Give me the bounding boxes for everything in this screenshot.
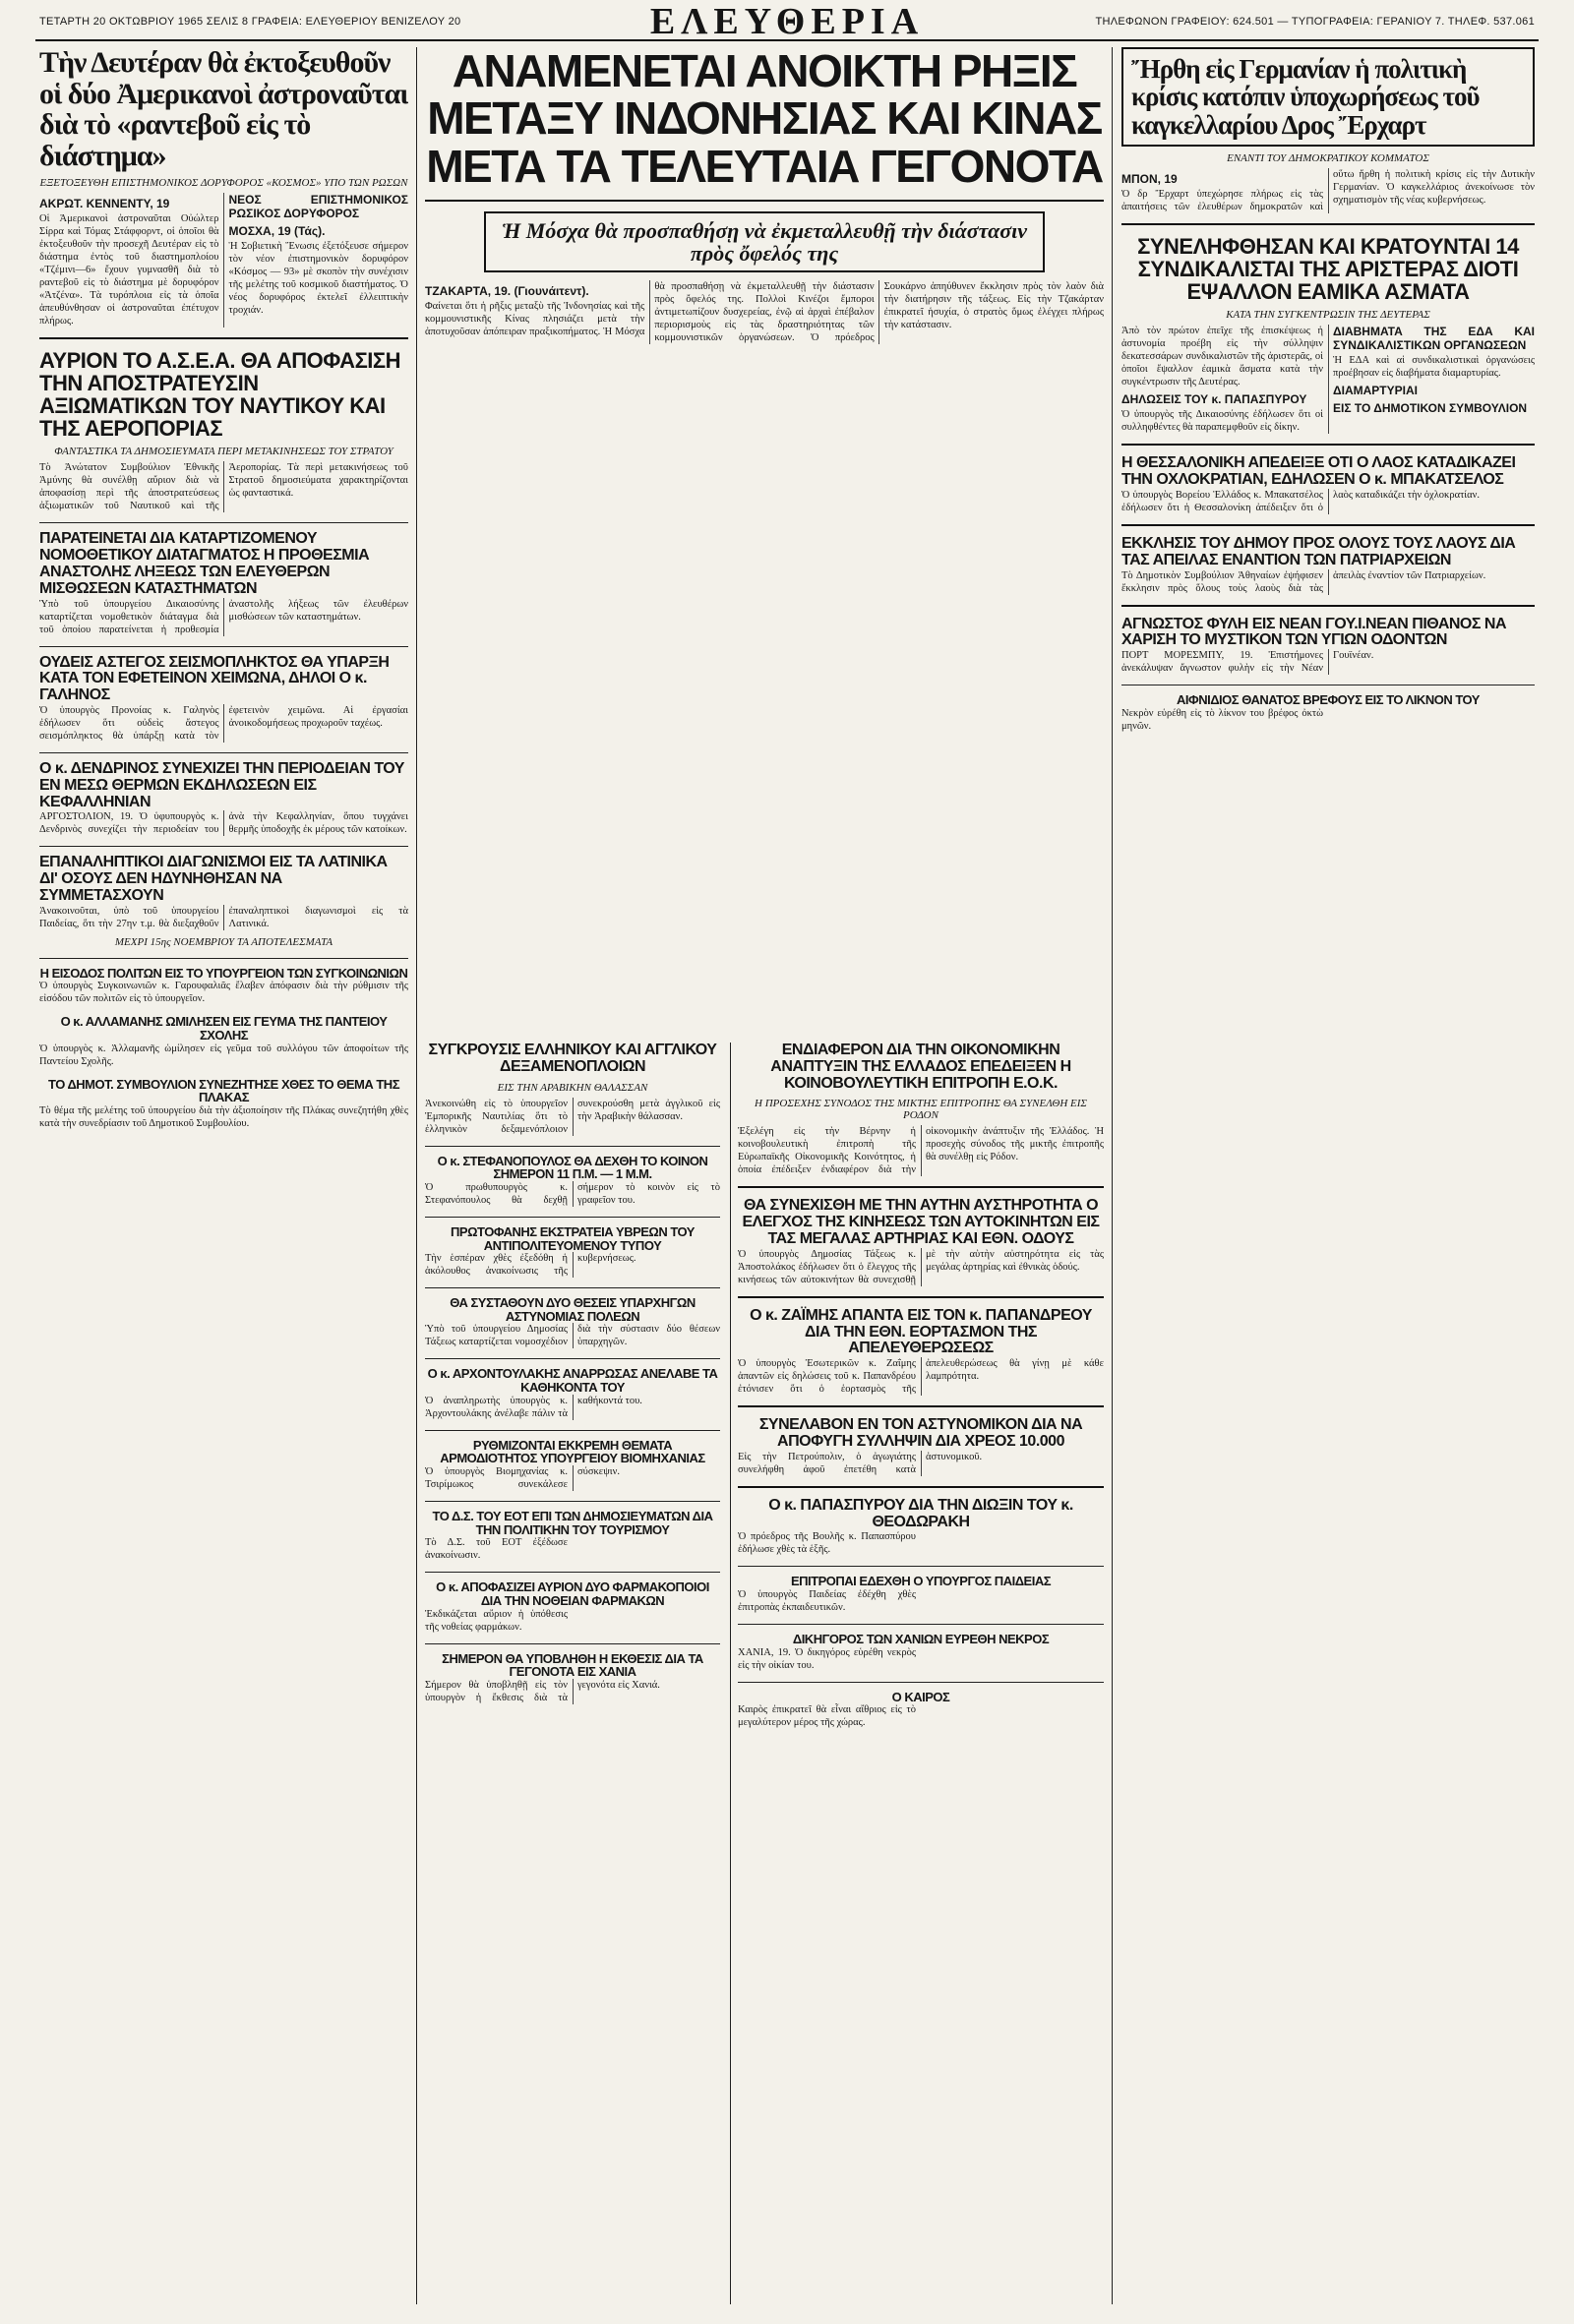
divider: [39, 846, 408, 847]
article-tankers: [425, 1043, 720, 1136]
article-germany: [1121, 47, 1535, 213]
subhead: ΕΙΣ ΤΟ ΔΗΜΟΤΙΚΟΝ ΣΥΜΒΟΥΛΙΟΝ: [1333, 401, 1528, 416]
subheadline: ΚΑΤΑ ΤΗΝ ΣΥΓΚΕΝΤΡΩΣΙΝ ΤΗΣ ΔΕΥΤΕΡΑΣ: [1226, 309, 1430, 322]
subheadline: ΜΕΧΡΙ 15ης ΝΟΕΜΒΡΙΟΥ ΤΑ ΑΠΟΤΕΛΕΣΜΑΤΑ: [114, 935, 333, 948]
body-text: Ἡ ΕΔΑ καὶ αἱ συνδικαλιστικαὶ ὀργανώσεις προέβησαν εἰς διαβήματα διαμαρτυρίας.: [1333, 355, 1535, 380]
body-text: Ὁ πρωθυπουργὸς κ. Στεφανόπουλος θὰ δεχθῇ σήμερον τὸ κοινὸν εἰς τὸ γραφεῖον του.: [425, 1181, 720, 1206]
body-text: Ἐξελέγη εἰς τὴν Βέρνην ἡ κοινοβουλευτικὴ ἐπιτροπὴ τῆς Εὐρωπαϊκῆς Οἰκονομικῆς Κοινότητος, ἡ ὁποία ἐπέδειξεν ἐνδιαφέρον διὰ τὴν οἰκονομικὴν ἀνάπτυξιν τῆς Ἑλλάδος. Ἡ προσεχὴς σύνοδος τῆς μικτῆς ἐπιτροπῆς θὰ συνέλθῃ εἰς Ρόδον.: [738, 1126, 1104, 1176]
body-text: Σήμερον θὰ ὑποβληθῇ εἰς τὸν ὑπουργὸν ἡ ἔκθεσις διὰ τὰ γεγονότα εἰς Χανιά.: [425, 1679, 660, 1703]
subheadline: ΕΝΑΝΤΙ ΤΟΥ ΔΗΜΟΚΡΑΤΙΚΟΥ ΚΟΜΜΑΤΟΣ: [1227, 152, 1429, 165]
divider: [39, 522, 408, 523]
headline-tankers: ΣΥΓΚΡΟΥΣΙΣ ΕΛΛΗΝΙΚΟΥ ΚΑΙ ΑΓΓΛΙΚΟΥ ΔΕΞΑΜΕΝΟΠΛΟΙΩΝ: [428, 1043, 717, 1075]
headline-allamanis: Ο κ. ΑΛΛΑΜΑΝΗΣ ΩΜΙΛΗΣΕΝ ΕΙΣ ΓΕΥΜΑ ΤΗΣ ΠΑΝΤΕΙΟΥ ΣΧΟΛΗΣ: [60, 1014, 388, 1043]
divider: [425, 1501, 720, 1502]
headline-eec: ΕΝΔΙΑΦΕΡΟΝ ΔΙΑ ΤΗΝ ΟΙΚΟΝΟΜΙΚΗΝ ΑΝΑΠΤΥΞΙΝ ΤΗΣ ΕΛΛΑΔΟΣ ΕΠΕΔΕΙΞΕΝ Η ΚΟΙΝΟΒΟΥΛΕΥΤΙΚΗ ΕΠΙΤΡΟΠΗ Ε.Ο.Κ.: [770, 1043, 1071, 1092]
headline-leases: ΠΑΡΑΤΕΙΝΕΤΑΙ ΔΙΑ ΚΑΤΑΡΤΙΖΟΜΕΝΟΥ ΝΟΜΟΘΕΤΙΚΟΥ ΔΙΑΤΑΓΜΑΤΟΣ Η ΠΡΟΘΕΣΜΙΑ ΑΝΑΣΤΟΛΗΣ ΛΗΞΕΩΣ ΤΩΝ ΕΛΕΥΘΕΡΩΝ ΜΙΣΘΩΣΕΩΝ ΚΑΤΑΣΤΗΜΑΤΩΝ: [39, 530, 370, 597]
subhead: ΔΙΑΒΗΜΑΤΑ ΤΗΣ ΕΔΑ ΚΑΙ ΣΥΝΔΙΚΑΛΙΣΤΙΚΩΝ ΟΡΓΑΝΩΣΕΩΝ: [1333, 325, 1535, 353]
body-text: Φαίνεται ὅτι ἡ ρῆξις μεταξὺ τῆς Ἰνδονησίας καὶ τῆς κομμουνιστικῆς Κίνας πλησιάζει μετὰ τὴν ἀποτυχοῦσαν ἀπόπειραν πραξικοπήματος. Ἡ Μόσχα θὰ προσπαθήσῃ νὰ ἐκμεταλλευθῇ τὴν διάστασιν πρὸς ὄφελός της. Πολλοὶ Κινέζοι ἔμποροι ἀντιμετωπίζουν δυσχερείας, ἐνῷ αἱ ἀρχαὶ ἐπέβαλον περιορισμοὺς εἰς τὰς δραστηριότητας τῶν κομμουνιστικῶν ὀργανώσεων. Ὁ πρόεδρος Σουκάρνο ἀπηύθυνεν ἔκκλησιν πρὸς τὸν λαὸν διὰ τὴν διατήρησιν τῆς τάξεως. Εἰς τὴν Τζακάρταν ἐπικρατεῖ ἡσυχία, ὁ στρατὸς ὅμως ἐλέγχει πλήρως τὴν κατάστασιν.: [425, 281, 1104, 344]
main-headline: ΑΝΑΜΕΝΕΤΑΙ ΑΝΟΙΚΤΗ ΡΗΞΙΣ ΜΕΤΑΞΥ ΙΝΔΟΝΗΣΙΑΣ ΚΑΙ ΚΙΝΑΣ ΜΕΤΑ ΤΑ ΤΕΛΕΥΤΑΙΑ ΓΕΓΟΝΟΤΑ: [426, 47, 1103, 192]
body-text: Τὸ Δημοτικὸν Συμβούλιον Ἀθηναίων ἐψήφισεν ἔκκλησιν πρὸς ὅλους τοὺς λαοὺς διὰ τὰς ἀπειλὰς ἐναντίον τῶν Πατριαρχείων.: [1121, 569, 1486, 594]
divider: [425, 1287, 720, 1288]
article-theodorakis: [738, 1498, 1104, 1557]
headline-theodorakis: Ο κ. ΠΑΠΑΣΠΥΡΟΥ ΔΙΑ ΤΗΝ ΔΙΩΞΙΝ ΤΟΥ κ. ΘΕΟΔΩΡΑΚΗ: [768, 1496, 1073, 1530]
headline-patriarchates: ΕΚΚΛΗΣΙΣ ΤΟΥ ΔΗΜΟΥ ΠΡΟΣ ΟΛΟΥΣ ΤΟΥΣ ΛΑΟΥΣ ΔΙΑ ΤΑΣ ΑΠΕΙΛΑΣ ΕΝΑΝΤΙΟΝ ΤΩΝ ΠΑΤΡΙΑΡΧΕΙΩΝ: [1121, 534, 1516, 568]
body-text: Ὁ ὑπουργὸς Συγκοινωνιῶν κ. Γαρουφαλιᾶς ἔλαβεν ἀπόφασιν διὰ τὴν ρύθμισιν τῆς εἰσόδου τῶν πολιτῶν εἰς τὸ ὑπουργεῖον.: [39, 981, 408, 1005]
divider: [1121, 605, 1535, 607]
article-asea: [39, 349, 408, 512]
article-traffic: [738, 1198, 1104, 1285]
body-text: Ὁ ὑπουργὸς τῆς Δικαιοσύνης ἐδήλωσεν ὅτι οἱ συλληφθέντες θὰ παραπεμφθοῦν εἰς δίκην.: [1121, 409, 1323, 434]
column-right: [1121, 47, 1535, 2304]
headline-asea: ΑΥΡΙΟΝ ΤΟ Α.Σ.Ε.Α. ΘΑ ΑΠΟΦΑΣΙΣΗ ΤΗΝ ΑΠΟΣΤΡΑΤΕΥΣΙΝ ΑΞΙΩΜΑΤΙΚΩΝ ΤΟΥ ΝΑΥΤΙΚΟΥ ΚΑΙ ΤΗΣ ΑΕΡΟΠΟΡΙΑΣ: [39, 348, 400, 442]
main-subheadline: Ἡ Μόσχα θὰ προσπαθήσῃ νὰ ἐκμεταλλευθῇ τὴν διάστασιν πρὸς ὄφελός της: [484, 211, 1045, 272]
article-debt-arrest: [738, 1417, 1104, 1476]
body-text: Καιρὸς ἐπικρατεῖ θὰ εἶναι αἴθριος εἰς τὸ μεγαλύτερον μέρος τῆς χώρας.: [738, 1704, 916, 1729]
article-press-campaign: [425, 1225, 720, 1278]
body-text: Τὸ Ἀνώτατον Συμβούλιον Ἐθνικῆς Ἀμύνης θὰ συνέλθῃ αὔριον διὰ νὰ ἀποφασίσῃ περὶ τῆς ἀποστρατεύσεως ἀξιωματικῶν τοῦ Ναυτικοῦ καὶ τῆς Ἀεροπορίας. Τὰ περὶ μετακινήσεως τοῦ Στρατοῦ δημοσιεύματα χαρακτηρίζονται ὡς φανταστικά.: [39, 462, 408, 512]
article-new-guinea: [1121, 617, 1535, 676]
article-astronauts: [39, 47, 408, 328]
body-text: Τὸ θέμα τῆς μελέτης τοῦ ὑπουργείου διὰ τὴν ἀξιοποίησιν τῆς Πλάκας συνεζητήθη χθὲς κατὰ τὴν συνεδρίασιν τοῦ Δημοτικοῦ Συμβουλίου.: [39, 1104, 408, 1129]
body-text: Ὁ ὑπουργὸς κ. Ἀλλαμανῆς ὡμίλησεν εἰς γεῦμα τοῦ συλλόγου τῶν ἀποφοίτων τῆς Παντείου Σχολῆς.: [39, 1043, 408, 1067]
headline-debt-arrest: ΣΥΝΕΛΑΒΟΝ ΕΝ ΤΟΝ ΑΣΤΥΝΟΜΙΚΟΝ ΔΙΑ ΝΑ ΑΠΟΦΥΓΗ ΣΥΛΛΗΨΙΝ ΔΙΑ ΧΡΕΟΣ 10.000: [758, 1416, 1083, 1450]
headline-archontoulakis: Ο κ. ΑΡΧΟΝΤΟΥΛΑΚΗΣ ΑΝΑΡΡΩΣΑΣ ΑΝΕΛΑΒΕ ΤΑ ΚΑΘΗΚΟΝΤΑ ΤΟΥ: [427, 1366, 718, 1396]
article-pharmacists: [425, 1580, 720, 1633]
headline-thessaloniki: Η ΘΕΣΣΑΛΟΝΙΚΗ ΑΠΕΔΕΙΞΕ ΟΤΙ Ο ΛΑΟΣ ΚΑΤΑΔΙΚΑΖΕΙ ΤΗΝ ΟΧΛΟΚΡΑΤΙΑΝ, ΕΔΗΛΩΣΕΝ Ο κ. ΜΠΑΚΑΤΣΕΛΟΣ: [1121, 454, 1516, 489]
column-rule: [1112, 47, 1113, 2304]
headline-traffic: ΘΑ ΣΥΝΕΧΙΣΘΗ ΜΕ ΤΗΝ ΑΥΤΗΝ ΑΥΣΤΗΡΟΤΗΤΑ Ο ΕΛΕΓΧΟΣ ΤΗΣ ΚΙΝΗΣΕΩΣ ΤΩΝ ΑΥΤΟΚΙΝΗΤΩΝ ΕΙΣ ΤΑΣ ΜΕΓΑΛΑΣ ΑΡΤΗΡΙΑΣ ΚΑΙ ΕΘΝ. ΟΔΟΥΣ: [742, 1197, 1100, 1247]
column-center-left: [425, 1043, 720, 2304]
divider: [738, 1566, 1104, 1567]
article-earthquake: [39, 655, 408, 743]
divider: [738, 1486, 1104, 1488]
body-text: Ὑπὸ τοῦ ὑπουργείου Δημοσίας Τάξεως καταρτίζεται νομοσχέδιον διὰ τὴν σύστασιν δύο θέσεων ὑπαρχηγῶν.: [425, 1324, 720, 1348]
headline-lawyer: ΔΙΚΗΓΟΡΟΣ ΤΩΝ ΧΑΝΙΩΝ ΕΥΡΕΘΗ ΝΕΚΡΟΣ: [792, 1632, 1050, 1646]
headline-chania-report: ΣΗΜΕΡΟΝ ΘΑ ΥΠΟΒΛΗΘΗ Η ΕΚΘΕΣΙΣ ΔΙΑ ΤΑ ΓΕΓΟΝΟΤΑ ΕΙΣ ΧΑΝΙΑ: [442, 1650, 703, 1680]
article-patriarchates: [1121, 536, 1535, 595]
article-thessaloniki: [1121, 455, 1535, 514]
article-infant: [1121, 693, 1535, 733]
dateline: ΑΚΡΩΤ. ΚΕΝΝΕΝΤΥ, 19: [39, 197, 170, 210]
column-center-right: [738, 1043, 1104, 2304]
divider: [39, 958, 408, 959]
body-text: Ἀνεκοινώθη εἰς τὸ ὑπουργεῖον Ἐμπορικῆς Ναυτιλίας ὅτι τὸ ἑλληνικὸν δεξαμενόπλοιον συνεκρούσθη μετὰ ἀγγλικοῦ εἰς τὴν Ἀραβικὴν θάλασσαν.: [425, 1098, 720, 1135]
article-allamanis: [39, 1015, 408, 1067]
subheadline: Η ΠΡΟΣΕΧΗΣ ΣΥΝΟΔΟΣ ΤΗΣ ΜΙΚΤΗΣ ΕΠΙΤΡΟΠΗΣ ΘΑ ΣΥΝΕΛΘΗ ΕΙΣ ΡΟΔΟΝ: [755, 1098, 1087, 1122]
divider: [1121, 223, 1535, 225]
body-text: Ὁ ἀναπληρωτὴς ὑπουργὸς κ. Ἀρχοντουλάκης ἀνέλαβε πάλιν τὰ καθήκοντά του.: [425, 1395, 642, 1419]
body-text: ΑΡΓΟΣΤΟΛΙΟΝ, 19. Ὁ ὑφυπουργὸς κ. Δενδρινὸς συνεχίζει τὴν περιοδείαν του ἀνὰ τὴν Κεφαλληνίαν, ὅπου τυγχάνει θερμῆς ὑποδοχῆς ἐκ μέρους τῶν κατοίκων.: [39, 811, 408, 836]
body-text: Ἀπὸ τὸν πρώτον ἐπεῖχε τῆς ἐπισκέψεως ἡ ἀστυνομία προέβη εἰς τὴν σύλληψιν δεκατεσσάρων συνδικαλιστῶν τῆς ἀριστερᾶς, οἱ ὁποῖοι ἔψαλλον ἐαμικὰ ἄσματα κατὰ τὴν συγκέντρωσιν τῆς Δευτέρας.: [1121, 326, 1323, 388]
divider: [425, 1572, 720, 1573]
headline-germany: Ἤρθη εἰς Γερμανίαν ἡ πολιτικὴ κρίσις κατόπιν ὑποχωρήσεως τοῦ καγκελλαρίου Δρος Ἔρχαρτ: [1121, 47, 1535, 147]
article-police-posts: [425, 1296, 720, 1348]
divider: [738, 1682, 1104, 1683]
column-rule: [730, 1043, 731, 2304]
article-ministry-entry: [39, 967, 408, 1006]
body-text: Οἱ Ἀμερικανοὶ ἀστροναῦται Οὐώλτερ Σίρρα καὶ Τόμας Στάφφορντ, οἱ ὁποῖοι θὰ ἐκτοξευθοῦν τὴν προσεχῆ Δευτέραν εἰς τὸ διάστημα ἐντὸς τοῦ διαστημοπλοίου «Τζέμινι—6» ἔχουν γυμνασθῆ διὰ τὸ ραντεβοῦ εἰς τὸ διάστημα μὲ δορυφόρον «Ἀτζένα». Τὰ τυρόπλοια εἰς τὰ ὁποῖα ἀπευθύνθησαν οἱ ἀστροναῦται ἐπέτυχον πλήρως.: [39, 213, 219, 327]
headline-astronauts: Τὴν Δευτέραν θὰ ἐκτοξευθοῦν οἱ δύο Ἀμερικανοὶ ἀστροναῦται διὰ τὸ «ραντεβοῦ εἰς τὸ διάστημα»: [39, 47, 408, 172]
article-germany-body: [1121, 168, 1535, 213]
masthead-rule: [35, 39, 1539, 41]
dateline: ΜΟΣΧΑ, 19 (Τάς).: [228, 224, 326, 238]
headline-zaimis: Ο κ. ΖΑΪΜΗΣ ΑΠΑΝΤΑ ΕΙΣ ΤΟΝ κ. ΠΑΠΑΝΔΡΕΟΥ ΔΙΑ ΤΗΝ ΕΘΝ. ΕΟΡΤΑΣΜΟΝ ΤΗΣ ΑΠΕΛΕΥΘΕΡΩΣΕΩΣ: [750, 1306, 1092, 1357]
subheadline: ΕΙΣ ΤΗΝ ΑΡΑΒΙΚΗΝ ΘΑΛΑΣΣΑΝ: [497, 1081, 648, 1094]
subhead: ΔΗΛΩΣΕΙΣ ΤΟΥ κ. ΠΑΠΑΣΠΥΡΟΥ: [1121, 392, 1307, 407]
body-text: Ὁ δρ Ἔρχαρτ ὑπεχώρησε πλήρως εἰς τὰς ἀπαιτήσεις τῶν ἐλευθέρων δημοκρατῶν καὶ οὕτω ἤρθη ἡ πολιτικὴ κρίσις εἰς τὴν Δυτικὴν Γερμανίαν. Ὁ καγκελλάριος ἀνεκοίνωσε τὸν σχηματισμὸν τῆς νέας κυβερνήσεως.: [1121, 169, 1535, 213]
divider: [738, 1624, 1104, 1625]
article-unionists: [1121, 235, 1535, 434]
masthead: [0, 0, 1574, 42]
article-latin-exams: [39, 855, 408, 947]
headline-police-posts: ΘΑ ΣΥΣΤΑΘΟΥΝ ΔΥΟ ΘΕΣΕΙΣ ΥΠΑΡΧΗΓΩΝ ΑΣΤΥΝΟΜΙΑΣ ΠΟΛΕΩΝ: [450, 1295, 696, 1324]
article-archontoulakis: [425, 1367, 720, 1419]
divider: [738, 1296, 1104, 1298]
body-text: ΠΟΡΤ ΜΟΡΕΣΜΠΥ, 19. Ἐπιστήμονες ἀνεκάλυψαν ἄγνωστον φυλὴν εἰς τὴν Νέαν Γουϊνέαν.: [1121, 650, 1374, 675]
body-text: Νεκρὸν εὑρέθη εἰς τὸ λίκνον του βρέφος ὀκτὼ μηνῶν.: [1121, 707, 1323, 732]
subheadline-kosmos: ΕΞΕΤΟΞΕΥΘΗ ΕΠΙΣΤΗΜΟΝΙΚΟΣ ΔΟΡΥΦΟΡΟΣ «ΚΟΣΜΟΣ» ΥΠΟ ΤΩΝ ΡΩΣΩΝ: [39, 177, 408, 189]
masthead-date-address: ΤΕΤΑΡΤΗ 20 ΟΚΤΩΒΡΙΟΥ 1965 ΣΕΛΙΣ 8 ΓΡΑΦΕΙΑ: ΕΛΕΥΘΕΡΙΟΥ ΒΕΝΙΖΕΛΟΥ 20: [39, 16, 461, 28]
body-text: Ὁ ὑπουργὸς Βορείου Ἑλλάδος κ. Μπακατσέλος ἐδήλωσεν ὅτι ἡ Θεσσαλονίκη ἀπέδειξεν ὅτι ὁ λαὸς καταδικάζει τὴν ὀχλοκρατίαν.: [1121, 489, 1481, 513]
body-text: Εἰς τὴν Πετρούπολιν, ὁ ἀγωγιάτης συνελήφθη ἀφοῦ ἐπετέθη κατὰ ἀστυνομικοῦ.: [738, 1451, 983, 1475]
article-eec: [738, 1043, 1104, 1176]
headline-infant: ΑΙΦΝΙΔΙΟΣ ΘΑΝΑΤΟΣ ΒΡΕΦΟΥΣ ΕΙΣ ΤΟ ΛΙΚΝΟΝ ΤΟΥ: [1177, 692, 1480, 708]
article-stefanopoulos: [425, 1155, 720, 1207]
article-leases: [39, 531, 408, 635]
article-plaka: [39, 1078, 408, 1130]
body-text: Ἐκδικάζεται αὔριον ἡ ὑπόθεσις τῆς νοθείας φαρμάκων.: [425, 1608, 568, 1633]
body-text: Ὁ πρόεδρος τῆς Βουλῆς κ. Παπασπύρου ἐδήλωσε χθὲς τὰ ἑξῆς.: [738, 1531, 916, 1556]
column-left: [39, 47, 408, 2304]
article-zaimis: [738, 1308, 1104, 1396]
divider: [425, 200, 1104, 202]
divider: [39, 646, 408, 647]
headline-stefanopoulos: Ο κ. ΣΤΕΦΑΝΟΠΟΥΛΟΣ ΘΑ ΔΕΧΘΗ ΤΟ ΚΟΙΝΟΝ ΣΗΜΕΡΟΝ 11 Π.Μ. — 1 Μ.Μ.: [437, 1153, 708, 1182]
masthead-title: ΕΛΕΥΘΕΡΙΑ: [649, 1, 925, 42]
divider: [1121, 524, 1535, 526]
body-text: Ὁ ὑπουργὸς Ἐσωτερικῶν κ. Ζαΐμης ἀπαντῶν εἰς δηλώσεις τοῦ κ. Παπανδρέου ἐτόνισεν ὅτι ὁ ἑορτασμὸς τῆς ἀπελευθερώσεως θὰ γίνῃ μὲ κάθε λαμπρότητα.: [738, 1358, 1104, 1396]
headline-eot: ΤΟ Δ.Σ. ΤΟΥ ΕΟΤ ΕΠΙ ΤΩΝ ΔΗΜΟΣΙΕΥΜΑΤΩΝ ΔΙΑ ΤΗΝ ΠΟΛΙΤΙΚΗΝ ΤΟΥ ΤΟΥΡΙΣΜΟΥ: [432, 1509, 713, 1537]
article-eot: [425, 1510, 720, 1562]
subhead: ΝΕΟΣ ΕΠΙΣΤΗΜΟΝΙΚΟΣ ΡΩΣΙΚΟΣ ΔΟΡΥΦΟΡΟΣ: [228, 193, 408, 220]
divider: [738, 1186, 1104, 1188]
body-text: Ὁ ὑπουργὸς Παιδείας ἐδέχθη χθὲς ἐπιτροπὰς ἐκπαιδευτικῶν.: [738, 1589, 916, 1613]
headline-industry: ΡΥΘΜΙΖΟΝΤΑΙ ΕΚΚΡΕΜΗ ΘΕΜΑΤΑ ΑΡΜΟΔΙΟΤΗΤΟΣ ΥΠΟΥΡΓΕΙΟΥ ΒΙΟΜΗΧΑΝΙΑΣ: [440, 1437, 705, 1466]
main-article-body: [425, 280, 1104, 344]
divider: [39, 337, 408, 339]
headline-ministry-entry: Η ΕΙΣΟΔΟΣ ΠΟΛΙΤΩΝ ΕΙΣ ΤΟ ΥΠΟΥΡΓΕΙΟΝ ΤΩΝ ΣΥΓΚΟΙΝΩΝΙΩΝ: [39, 965, 408, 981]
article-chania-report: [425, 1652, 720, 1704]
divider: [738, 1405, 1104, 1407]
article-unionists-body: [1121, 325, 1535, 434]
divider: [425, 1217, 720, 1218]
body-text: Ὑπὸ τοῦ ὑπουργείου Δικαιοσύνης καταρτίζεται νομοθετικὸν διάταγμα διὰ τοῦ ὁποίου παρατείνεται ἡ προθεσμία ἀναστολῆς λήξεως τῶν ἐλευθέρων μισθώσεων τῶν καταστημάτων.: [39, 598, 408, 635]
divider: [1121, 444, 1535, 446]
headline-latin-exams: ΕΠΑΝΑΛΗΠΤΙΚΟΙ ΔΙΑΓΩΝΙΣΜΟΙ ΕΙΣ ΤΑ ΛΑΤΙΝΙΚΑ ΔΙ' ΟΣΟΥΣ ΔΕΝ ΗΔΥΝΗΘΗΣΑΝ ΝΑ ΣΥΜΜΕΤΑΣΧΟΥΝ: [39, 854, 388, 904]
body-text: Ὁ ὑπουργὸς Προνοίας κ. Γαληνὸς ἐδήλωσεν ὅτι οὐδεὶς ἄστεγος σεισμόπληκτος θὰ ὑπάρξῃ κατὰ τὸν ἐφετεινὸν χειμῶνα. Αἱ ἐργασίαι ἀνοικοδομήσεως προχωροῦν ταχέως.: [39, 704, 408, 742]
article-astronauts-body: [39, 193, 408, 328]
divider: [425, 1643, 720, 1644]
article-lawyer: [738, 1633, 1104, 1672]
divider: [425, 1146, 720, 1147]
article-dendrinos: [39, 761, 408, 836]
headline-plaka: ΤΟ ΔΗΜΟΤ. ΣΥΜΒΟΥΛΙΟΝ ΣΥΝΕΖΗΤΗΣΕ ΧΘΕΣ ΤΟ ΘΕΜΑ ΤΗΣ ΠΛΑΚΑΣ: [48, 1076, 399, 1105]
article-weather: [738, 1691, 1104, 1730]
article-indonesia-china: [425, 47, 1104, 344]
headline-new-guinea: ΑΓΝΩΣΤΟΣ ΦΥΛΗ ΕΙΣ ΝΕΑΝ ΓΟΥ.Ι.ΝΕΑΝ ΠΙΘΑΝΟΣ ΝΑ ΧΑΡΙΣΗ ΤΟ ΜΥΣΤΙΚΟΝ ΤΩΝ ΥΓΙΩΝ ΟΔΟΝΤΩΝ: [1121, 615, 1507, 649]
body-text: Τὴν ἑσπέραν χθὲς ἐξεδόθη ἡ ἀκόλουθος ἀνακοίνωσις τῆς κυβερνήσεως.: [425, 1253, 636, 1278]
masthead-phones: ΤΗΛΕΦΩΝΟΝ ΓΡΑΦΕΙΟΥ: 624.501 — ΤΥΠΟΓΡΑΦΕΙΑ: ΓΕΡΑΝΙΟΥ 7. ΤΗΛΕΦ. 537.061: [1095, 16, 1535, 28]
dateline: ΜΠΟΝ, 19: [1121, 172, 1178, 187]
headline-pharmacists: Ο κ. ΑΠΟΦΑΣΙΖΕΙ ΑΥΡΙΟΝ ΔΥΟ ΦΑΡΜΑΚΟΠΟΙΟΙ ΔΙΑ ΤΗΝ ΝΟΘΕΙΑΝ ΦΑΡΜΑΚΩΝ: [436, 1579, 709, 1608]
body-text: Ὁ ὑπουργὸς Βιομηχανίας κ. Τσιρίμωκος συνεκάλεσε σύσκεψιν.: [425, 1466, 620, 1490]
divider: [425, 1358, 720, 1359]
body-text: Ὁ ὑπουργὸς Δημοσίας Τάξεως κ. Ἀποστολάκος ἐδήλωσεν ὅτι ὁ ἔλεγχος τῆς κινήσεως τῶν αὐτοκινήτων θὰ συνεχισθῇ μὲ τὴν αὐτὴν αὐστηρότητα εἰς τὰς μεγάλας ἀρτηρίας καὶ ἐθνικὰς ὁδούς.: [738, 1248, 1104, 1285]
column-center-top: [425, 47, 1104, 1031]
dateline: ΤΖΑΚΑΡΤΑ, 19. (Γιουνάιτεντ).: [425, 284, 589, 299]
body-text: ΧΑΝΙΑ, 19. Ὁ δικηγόρος εὑρέθη νεκρὸς εἰς τὴν οἰκίαν του.: [738, 1646, 916, 1671]
headline-dendrinos: Ο κ. ΔΕΝΔΡΙΝΟΣ ΣΥΝΕΧΙΖΕΙ ΤΗΝ ΠΕΡΙΟΔΕΙΑΝ ΤΟΥ ΕΝ ΜΕΣΩ ΘΕΡΜΩΝ ΕΚΔΗΛΩΣΕΩΝ ΕΙΣ ΚΕΦΑΛΛΗΝΙΑΝ: [39, 759, 404, 810]
headline-press-campaign: ΠΡΩΤΟΦΑΝΗΣ ΕΚΣΤΡΑΤΕΙΑ ΥΒΡΕΩΝ ΤΟΥ ΑΝΤΙΠΟΛΙΤΕΥΟΜΕΝΟΥ ΤΥΠΟΥ: [451, 1223, 695, 1253]
divider: [39, 752, 408, 753]
headline-earthquake: ΟΥΔΕΙΣ ΑΣΤΕΓΟΣ ΣΕΙΣΜΟΠΛΗΚΤΟΣ ΘΑ ΥΠΑΡΞΗ ΚΑΤΑ ΤΟΝ ΕΦΕΤΕΙΝΟΝ ΧΕΙΜΩΝΑ, ΔΗΛΟΙ Ο κ. ΓΑΛΗΝΟΣ: [39, 653, 390, 704]
body-text: Ἀνακοινοῦται, ὑπὸ τοῦ ὑπουργείου Παιδείας, ὅτι τὴν 27ην τ.μ. θὰ διεξαχθοῦν ἐπαναληπτικοὶ διαγωνισμοὶ εἰς τὰ Λατινικά.: [39, 905, 408, 929]
headline-unionists: ΣΥΝΕΛΗΦΘΗΣΑΝ ΚΑΙ ΚΡΑΤΟΥΝΤΑΙ 14 ΣΥΝΔΙΚΑΛΙΣΤΑΙ ΤΗΣ ΑΡΙΣΤΕΡΑΣ ΔΙΟΤΙ ΕΨΑΛΛΟΝ ΕΑΜΙΚΑ ΑΣΜΑΤΑ: [1137, 234, 1519, 305]
headline-weather: Ο ΚΑΙΡΟΣ: [891, 1689, 950, 1704]
article-education-committees: [738, 1575, 1104, 1614]
subhead: ΔΙΑΜΑΡΤΥΡΙΑΙ: [1333, 384, 1418, 398]
column-rule: [416, 47, 417, 2304]
article-industry: [425, 1439, 720, 1491]
subheadline: ΦΑΝΤΑΣΤΙΚΑ ΤΑ ΔΗΜΟΣΙΕΥΜΑΤΑ ΠΕΡΙ ΜΕΤΑΚΙΝΗΣΕΩΣ ΤΟΥ ΣΤΡΑΤΟΥ: [54, 446, 394, 458]
body-text: Ἡ Σοβιετικὴ Ἕνωσις ἐξετόξευσε σήμερον τὸν νέον ἐπιστημονικὸν δορυφόρον «Κόσμος — 93» μὲ σκοπὸν τὴν συνέχισιν τῆς μελέτης τοῦ κοσμικοῦ διαστήματος. Ὁ νέος δορυφόρος ἐκτελεῖ ἐλλειπτικὴν τροχιάν.: [228, 241, 408, 316]
divider: [425, 1430, 720, 1431]
headline-education-committees: ΕΠΙΤΡΟΠΑΙ ΕΔΕΧΘΗ Ο ΥΠΟΥΡΓΟΣ ΠΑΙΔΕΙΑΣ: [790, 1574, 1052, 1589]
body-text: Τὸ Δ.Σ. τοῦ ΕΟΤ ἐξέδωσε ἀνακοίνωσιν.: [425, 1537, 568, 1562]
